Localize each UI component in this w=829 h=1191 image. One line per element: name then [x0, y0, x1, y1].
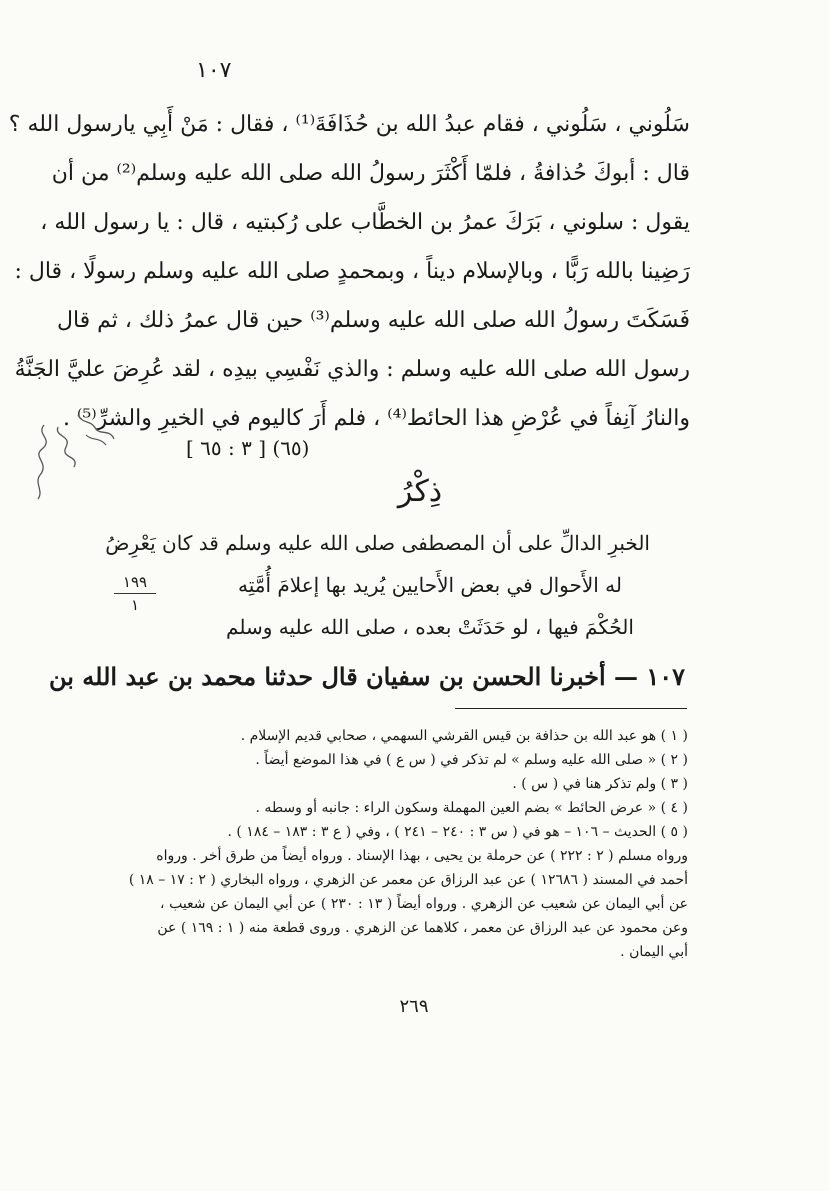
section-heading: ذِكْرُ	[397, 474, 443, 509]
text-line: قال : أبوكَ حُذافةُ ، فلمّا أَكْثَرَ رسولُ الله صلى الله عليه وسلم⁽²⁾ من أن	[51, 161, 690, 186]
hadith-reference: (٦٥) [ ٣ : ٦٥ ]	[186, 436, 310, 460]
subtitle-line: له الأَحوال في بعض الأَحايين يُريد بها إعلامَ أُمَّتِه	[238, 573, 622, 597]
margin-reference-top: ١٩٩	[122, 573, 148, 591]
margin-reference-bottom: ١	[130, 596, 140, 614]
footnote-line: ( ٣ ) ولم تذكر هنا في ( س ) .	[512, 776, 688, 792]
handwritten-scribble-icon	[14, 405, 124, 505]
text-line: رسول الله صلى الله عليه وسلم : والذي نَفْسِي بيدِه ، لقد عُرِضَ عليَّ الجَنَّةُ	[14, 357, 690, 382]
footnote-line: ( ١ ) هو عبد الله بن حذافة بن قيس القرشي السهمي ، صحابي قديم الإسلام .	[240, 728, 688, 744]
subtitle-line: الخبرِ الدالِّ على أن المصطفى صلى الله عليه وسلم قد كان يَعْرِضُ	[105, 531, 650, 555]
footnote-line: عن أبي اليمان عن شعيب عن الزهري . ورواه أيضاً ( ١٣ : ٢٣٠ ) عن أبي اليمان عن شعيب ،	[160, 896, 688, 912]
hadith-opening-line: ١٠٧ — أخبرنا الحسن بن سفيان قال حدثنا محمد بن عبد الله بن	[48, 662, 685, 691]
footnote-divider	[455, 708, 687, 709]
text-line: رَضِينا بالله رَبًّا ، وبالإسلام ديناً ، وبمحمدٍ صلى الله عليه وسلم رسولًا ، قال :	[14, 259, 690, 284]
page-number: ٢٦٩	[399, 996, 429, 1017]
footnote-line: وعن محمود عن عبد الرزاق عن معمر ، كلاهما عن الزهري . وروى قطعة منه ( ١ : ١٦٩ ) عن	[157, 920, 688, 936]
subtitle-line: الحُكْمَ فيها ، لو حَدَثَتْ بعده ، صلى الله عليه وسلم	[226, 615, 634, 639]
footnote-line: ( ٢ ) « صلى الله عليه وسلم » لم تذكر في ( س ع ) في هذا الموضع أيضاً .	[255, 752, 688, 768]
footnote-line: أحمد في المسند ( ١٢٦٨٦ ) عن عبد الرزاق عن معمر عن الزهري ، ورواه البخاري ( ٢ : ١٧ – ١٨ )	[128, 872, 688, 888]
footnote-line: ( ٥ ) الحديث – ١٠٦ – هو في ( س ٣ : ٢٤٠ – ٢٤١ ) ، وفي ( ع ٣ : ١٨٣ – ١٨٤ ) .	[227, 824, 688, 840]
footnote-line: أبي اليمان .	[620, 944, 688, 960]
text-line: يقول : سلوني ، بَرَكَ عمرُ بن الخطَّاب على رُكبتيه ، قال : يا رسول الله ،	[40, 210, 690, 235]
footnotes	[128, 724, 688, 964]
top-hadith-number: ١٠٧	[196, 58, 232, 83]
main-text	[8, 100, 690, 443]
text-line: فَسَكَتَ رسولُ الله صلى الله عليه وسلم⁽³⁾ حين قال عمرُ ذلك ، ثم قال	[56, 308, 690, 333]
footnote-line: ورواه مسلم ( ٢ : ٢٢٢ ) عن حرملة بن يحيى ، بهذا الإسناد . ورواه أيضاً من طرق أخر . ورواه	[156, 848, 688, 864]
text-line: سَلُوني ، سَلُوني ، فقام عبدُ الله بن حُذَافَةَ⁽¹⁾ ، فقال : مَنْ أَبِي يارسول الله ؟	[8, 112, 690, 137]
footnote-line: ( ٤ ) « عرض الحائط » بضم العين المهملة وسكون الراء : جانبه أو وسطه .	[255, 800, 688, 816]
text-line: والنارُ آنِفاً في عُرْضِ هذا الحائط⁽⁴⁾ ، فلم أَرَ كاليوم في الخيرِ والشرِّ⁽⁵⁾ .	[63, 406, 690, 431]
margin-reference	[112, 571, 158, 616]
